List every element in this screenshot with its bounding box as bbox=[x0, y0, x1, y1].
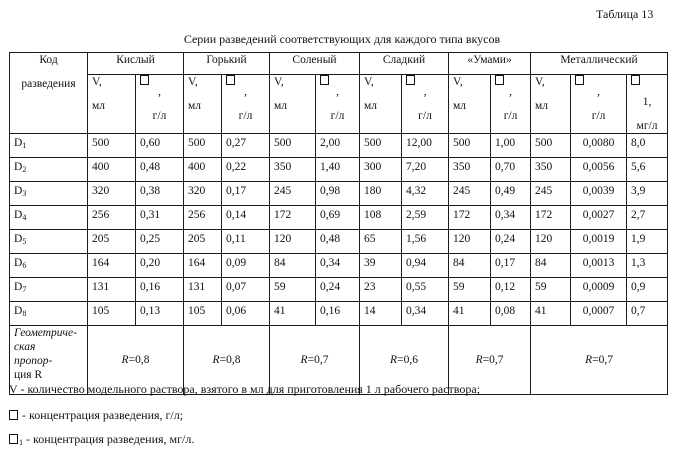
cell: 500 bbox=[88, 134, 136, 158]
cell: 1,40 bbox=[316, 158, 360, 182]
table-row bbox=[10, 206, 668, 230]
cell: 2,7 bbox=[627, 206, 668, 230]
cell: 0,7 bbox=[627, 302, 668, 326]
taste-header-salty: Соленый bbox=[270, 53, 360, 75]
volume-header: V, мл bbox=[270, 75, 316, 134]
cell: 14 bbox=[360, 302, 402, 326]
code-cell: D2 bbox=[10, 158, 88, 182]
cell: 0,27 bbox=[222, 134, 270, 158]
header-row-units bbox=[10, 75, 668, 134]
cell: 5,6 bbox=[627, 158, 668, 182]
conc-header: , г/л bbox=[222, 75, 270, 134]
cell: 0,9 bbox=[627, 278, 668, 302]
code-cell: D3 bbox=[10, 182, 88, 206]
conc-header: , г/л bbox=[402, 75, 449, 134]
geometric-ratio-salty: R=0,7 bbox=[270, 326, 360, 395]
cell: 120 bbox=[531, 230, 571, 254]
code-cell: D7 bbox=[10, 278, 88, 302]
taste-header-sweet: Сладкий bbox=[360, 53, 449, 75]
cell: 300 bbox=[360, 158, 402, 182]
table-number: Таблица 13 bbox=[596, 7, 654, 21]
concentration-symbol-icon bbox=[495, 75, 504, 85]
cell: 0,13 bbox=[136, 302, 184, 326]
legend-conc-gl: - концентрация разведения, г/л; bbox=[9, 408, 183, 423]
cell: 4,32 bbox=[402, 182, 449, 206]
cell: 0,20 bbox=[136, 254, 184, 278]
concentration-symbol-icon bbox=[575, 75, 584, 85]
cell: 65 bbox=[360, 230, 402, 254]
cell: 172 bbox=[531, 206, 571, 230]
cell: 0,34 bbox=[316, 254, 360, 278]
cell: 0,06 bbox=[222, 302, 270, 326]
cell: 245 bbox=[531, 182, 571, 206]
taste-header-umami: «Умами» bbox=[449, 53, 531, 75]
cell: 172 bbox=[449, 206, 491, 230]
cell: 0,0009 bbox=[571, 278, 627, 302]
cell: 2,59 bbox=[402, 206, 449, 230]
code-cell: D5 bbox=[10, 230, 88, 254]
cell: 0,0013 bbox=[571, 254, 627, 278]
cell: 0,0007 bbox=[571, 302, 627, 326]
cell: 245 bbox=[449, 182, 491, 206]
conc-header: , г/л bbox=[316, 75, 360, 134]
concentration-symbol-icon bbox=[140, 75, 149, 85]
cell: 0,0039 bbox=[571, 182, 627, 206]
cell: 500 bbox=[360, 134, 402, 158]
geometric-ratio-umami: R=0,7 bbox=[449, 326, 531, 395]
cell: 41 bbox=[449, 302, 491, 326]
cell: 350 bbox=[270, 158, 316, 182]
cell: 131 bbox=[88, 278, 136, 302]
cell: 7,20 bbox=[402, 158, 449, 182]
geometric-ratio-bitter: R=0,8 bbox=[184, 326, 270, 395]
cell: 0,48 bbox=[136, 158, 184, 182]
cell: 320 bbox=[184, 182, 222, 206]
cell: 400 bbox=[88, 158, 136, 182]
cell: 500 bbox=[184, 134, 222, 158]
table-row bbox=[10, 278, 668, 302]
cell: 0,16 bbox=[136, 278, 184, 302]
code-cell: D1 bbox=[10, 134, 88, 158]
cell: 0,16 bbox=[316, 302, 360, 326]
cell: 120 bbox=[449, 230, 491, 254]
cell: 84 bbox=[270, 254, 316, 278]
cell: 256 bbox=[184, 206, 222, 230]
taste-header-bitter: Горький bbox=[184, 53, 270, 75]
legend-volume: V - количество модельного раствора, взятого в мл для приготовления 1 л рабочего раствора; bbox=[9, 382, 481, 396]
cell: 0,11 bbox=[222, 230, 270, 254]
taste-header-metallic: Металлический bbox=[531, 53, 668, 75]
geometric-ratio-sour: R=0,8 bbox=[88, 326, 184, 395]
cell: 0,0027 bbox=[571, 206, 627, 230]
concentration-symbol-icon bbox=[320, 75, 329, 85]
cell: 120 bbox=[270, 230, 316, 254]
code-cell: D4 bbox=[10, 206, 88, 230]
cell: 320 bbox=[88, 182, 136, 206]
concentration-symbol-icon bbox=[9, 410, 18, 420]
concentration-symbol-icon bbox=[226, 75, 235, 85]
cell: 0,34 bbox=[402, 302, 449, 326]
cell: 41 bbox=[270, 302, 316, 326]
conc-mg-header: 1, мг/л bbox=[627, 75, 668, 134]
cell: 0,24 bbox=[491, 230, 531, 254]
concentration-symbol-icon bbox=[406, 75, 415, 85]
table-row bbox=[10, 254, 668, 278]
cell: 105 bbox=[88, 302, 136, 326]
cell: 59 bbox=[449, 278, 491, 302]
cell: 164 bbox=[88, 254, 136, 278]
cell: 23 bbox=[360, 278, 402, 302]
cell: 164 bbox=[184, 254, 222, 278]
table-row bbox=[10, 158, 668, 182]
cell: 500 bbox=[449, 134, 491, 158]
cell: 350 bbox=[531, 158, 571, 182]
cell: 0,0019 bbox=[571, 230, 627, 254]
cell: 205 bbox=[88, 230, 136, 254]
legend-conc-mgl: 1 - концентрация разведения, мг/л. bbox=[9, 432, 194, 447]
volume-header: V, мл bbox=[88, 75, 136, 134]
conc-header: , г/л bbox=[136, 75, 184, 134]
volume-header: V, мл bbox=[184, 75, 222, 134]
cell: 8,0 bbox=[627, 134, 668, 158]
code-header: Код разведения bbox=[10, 53, 88, 134]
cell: 500 bbox=[270, 134, 316, 158]
cell: 12,00 bbox=[402, 134, 449, 158]
cell: 1,00 bbox=[491, 134, 531, 158]
cell: 0,70 bbox=[491, 158, 531, 182]
cell: 180 bbox=[360, 182, 402, 206]
cell: 0,17 bbox=[491, 254, 531, 278]
volume-header: V, мл bbox=[360, 75, 402, 134]
cell: 205 bbox=[184, 230, 222, 254]
volume-header: V, мл bbox=[531, 75, 571, 134]
concentration-symbol-icon bbox=[9, 434, 18, 444]
cell: 0,24 bbox=[316, 278, 360, 302]
cell: 400 bbox=[184, 158, 222, 182]
cell: 3,9 bbox=[627, 182, 668, 206]
table-row bbox=[10, 302, 668, 326]
cell: 0,0056 bbox=[571, 158, 627, 182]
conc-header: , г/л bbox=[491, 75, 531, 134]
code-cell: D8 bbox=[10, 302, 88, 326]
cell: 0,09 bbox=[222, 254, 270, 278]
geometric-label: Геометриче- ская пропор- ция R bbox=[10, 326, 88, 395]
cell: 245 bbox=[270, 182, 316, 206]
cell: 500 bbox=[531, 134, 571, 158]
cell: 0,22 bbox=[222, 158, 270, 182]
cell: 256 bbox=[88, 206, 136, 230]
cell: 1,9 bbox=[627, 230, 668, 254]
table-row bbox=[10, 134, 668, 158]
cell: 41 bbox=[531, 302, 571, 326]
cell: 0,25 bbox=[136, 230, 184, 254]
cell: 59 bbox=[531, 278, 571, 302]
geometric-ratio-metallic: R=0,7 bbox=[531, 326, 668, 395]
cell: 0,49 bbox=[491, 182, 531, 206]
cell: 0,94 bbox=[402, 254, 449, 278]
cell: 0,0080 bbox=[571, 134, 627, 158]
taste-header-sour: Кислый bbox=[88, 53, 184, 75]
cell: 172 bbox=[270, 206, 316, 230]
cell: 0,08 bbox=[491, 302, 531, 326]
cell: 108 bbox=[360, 206, 402, 230]
conc-header: , г/л bbox=[571, 75, 627, 134]
cell: 0,55 bbox=[402, 278, 449, 302]
cell: 0,31 bbox=[136, 206, 184, 230]
cell: 0,98 bbox=[316, 182, 360, 206]
cell: 0,17 bbox=[222, 182, 270, 206]
cell: 0,34 bbox=[491, 206, 531, 230]
cell: 1,3 bbox=[627, 254, 668, 278]
cell: 0,07 bbox=[222, 278, 270, 302]
concentration-symbol-icon bbox=[631, 75, 640, 85]
cell: 39 bbox=[360, 254, 402, 278]
cell: 0,69 bbox=[316, 206, 360, 230]
cell: 0,60 bbox=[136, 134, 184, 158]
header-row-tastes bbox=[10, 53, 668, 75]
cell: 105 bbox=[184, 302, 222, 326]
cell: 84 bbox=[531, 254, 571, 278]
cell: 0,12 bbox=[491, 278, 531, 302]
cell: 0,38 bbox=[136, 182, 184, 206]
cell: 84 bbox=[449, 254, 491, 278]
cell: 131 bbox=[184, 278, 222, 302]
code-cell: D6 bbox=[10, 254, 88, 278]
cell: 2,00 bbox=[316, 134, 360, 158]
dilution-table bbox=[9, 52, 668, 395]
cell: 0,48 bbox=[316, 230, 360, 254]
geometric-ratio-sweet: R=0,6 bbox=[360, 326, 449, 395]
cell: 1,56 bbox=[402, 230, 449, 254]
cell: 0,14 bbox=[222, 206, 270, 230]
table-row bbox=[10, 230, 668, 254]
cell: 59 bbox=[270, 278, 316, 302]
table-caption: Серии разведений соответствующих для каждого типа вкусов bbox=[183, 32, 501, 46]
volume-header: V, мл bbox=[449, 75, 491, 134]
table-row bbox=[10, 182, 668, 206]
cell: 350 bbox=[449, 158, 491, 182]
